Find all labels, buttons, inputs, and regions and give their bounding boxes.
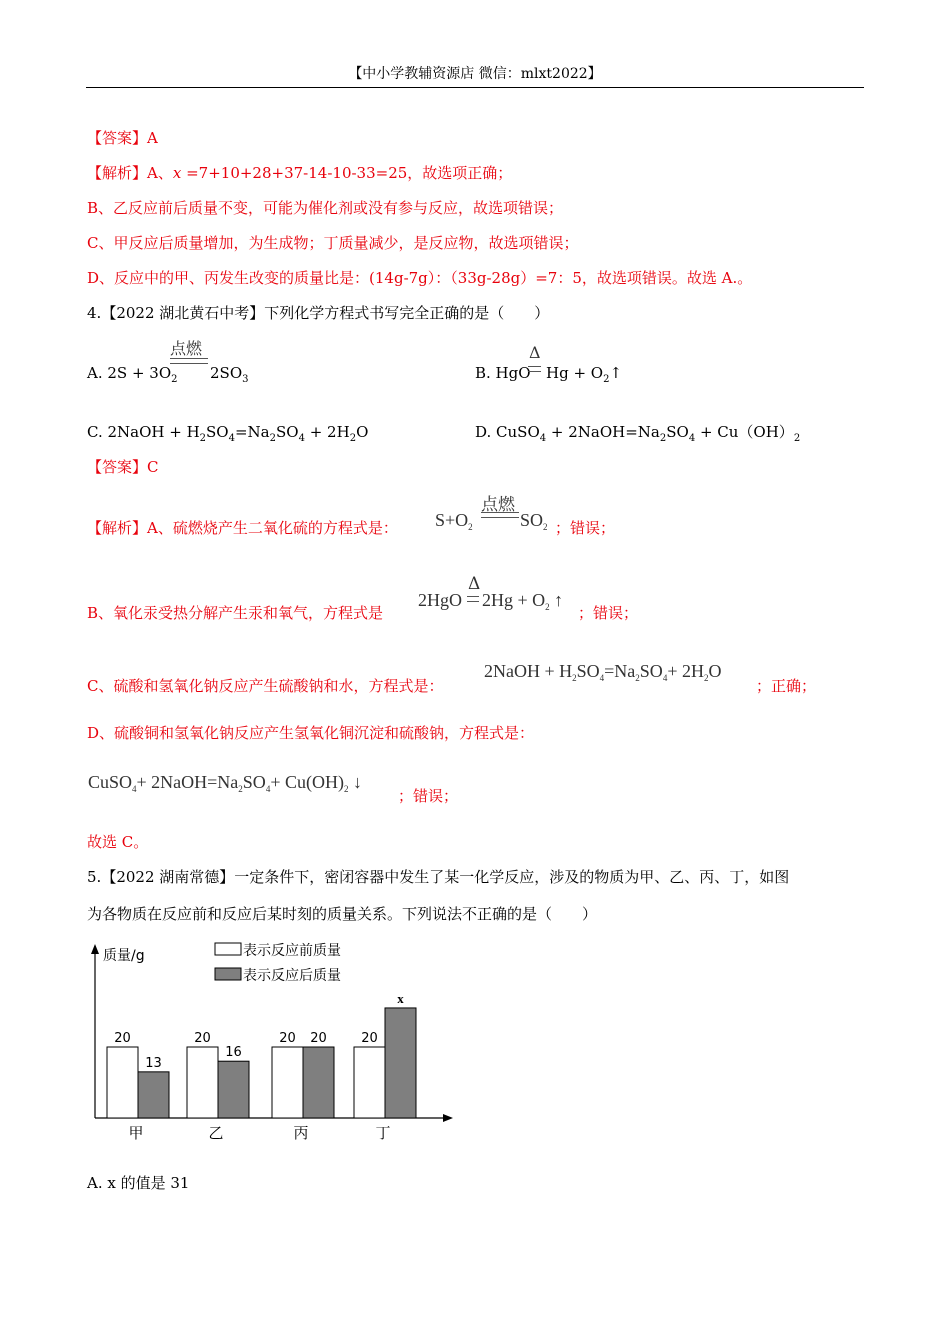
category-label-4: 丁 xyxy=(375,1124,391,1142)
analysis-b-double-line xyxy=(467,596,479,602)
option-b-double-line xyxy=(528,366,541,372)
category-label-1: 甲 xyxy=(128,1124,144,1142)
bar-before-2 xyxy=(187,1047,218,1118)
eq-c-sub3: 2 xyxy=(635,673,640,683)
eq-c-sub4: 4 xyxy=(662,673,668,683)
bar-before-3 xyxy=(272,1047,303,1118)
answer-tag: 【答案】 xyxy=(87,458,148,476)
analysis-b-condition: Δ xyxy=(468,574,481,594)
analysis-a-double-line xyxy=(481,512,519,518)
legend-swatch-before xyxy=(215,943,241,955)
legend-label-before: 表示反应前质量 xyxy=(243,943,341,959)
analysis-d-verdict: ；错误； xyxy=(398,787,459,805)
q3-analysis-c: C、甲反应后质量增加，为生成物；丁质量减少，是反应物，故选项错误； xyxy=(87,234,579,252)
option-c-part1: C. 2NaOH + H xyxy=(87,423,200,441)
y-axis-arrow xyxy=(91,944,99,954)
option-d-part3: SO xyxy=(666,423,689,441)
option-a-sub: 2 xyxy=(171,374,178,385)
eq-a-sub1: 2 xyxy=(468,522,473,532)
option-a-left: A. 2S + 3O xyxy=(87,364,172,382)
category-label-2: 乙 xyxy=(208,1124,224,1142)
eq-b-part2: 2Hg + O xyxy=(482,590,546,610)
bar-after-1 xyxy=(138,1072,169,1118)
eq-a-part2: SO xyxy=(520,510,544,530)
option-b-sub: 2 xyxy=(603,374,610,385)
eq-d-part2: + 2NaOH=Na xyxy=(136,772,239,792)
q4-option-b xyxy=(475,362,531,384)
page-header: 【中小学教辅资源店 微信：mlxt2022】 xyxy=(348,66,602,82)
eq-d-sub2: 2 xyxy=(238,784,243,794)
option-c-part5: + 2H xyxy=(304,423,350,441)
header-rule xyxy=(86,87,864,88)
option-d-sub3: 4 xyxy=(688,433,696,444)
eq-c-part2: SO xyxy=(576,661,600,681)
answer-tag: 【答案】 xyxy=(87,129,148,147)
option-b-right: Hg + O xyxy=(546,364,604,382)
eq-c-sub1: 2 xyxy=(572,673,577,683)
eq-c-sub5: 2 xyxy=(703,673,709,683)
bar-before-4 xyxy=(354,1047,385,1118)
q4-answer-line xyxy=(87,456,159,478)
analysis-a-verdict: ；错误； xyxy=(555,519,616,537)
analysis-tag: 【解析】 xyxy=(87,519,148,537)
question-number: 4. xyxy=(87,304,102,322)
option-c-sub1: 2 xyxy=(199,433,207,444)
bar-label-after-3: 20 xyxy=(310,1031,327,1046)
analysis-a-prefix: A、 xyxy=(147,164,173,182)
analysis-c-equation xyxy=(484,660,721,685)
eq-b-arrow: ↑ xyxy=(549,590,564,610)
option-d-sub4: 2 xyxy=(793,433,801,444)
legend-label-after: 表示反应后质量 xyxy=(243,968,341,984)
bar-after-4 xyxy=(385,1008,416,1118)
answer-value: C xyxy=(147,458,159,476)
analysis-tag: 【解析】 xyxy=(87,164,148,182)
eq-b-part1: 2HgO xyxy=(418,590,462,610)
y-axis-label: 质量/g xyxy=(103,948,145,964)
bar-label-before-2: 20 xyxy=(194,1031,211,1046)
option-a-condition: 点燃 xyxy=(170,339,203,358)
bar-label-after-4: x xyxy=(397,990,404,1006)
q3-answer-line xyxy=(87,127,158,149)
eq-c-part1: 2NaOH + H xyxy=(484,661,573,681)
option-c-sub5: 2 xyxy=(349,433,357,444)
bar-label-after-2: 16 xyxy=(225,1045,242,1061)
q5-stem-line1 xyxy=(87,866,789,888)
eq-a-sub2: 2 xyxy=(543,522,548,532)
q3-analysis-d: D、反应中的甲、丙发生改变的质量比是：(14g-7g）：（33g-28g）=7：5，故选项错误。故选 A.。 xyxy=(87,269,753,287)
x-axis-arrow xyxy=(443,1114,453,1122)
bar-label-after-1: 13 xyxy=(145,1055,162,1071)
eq-b-sub2: 2 xyxy=(545,602,550,612)
option-a-right-sub: 3 xyxy=(242,374,249,385)
q4-option-a xyxy=(87,362,178,387)
option-b-condition: Δ xyxy=(529,343,541,362)
option-a-right: 2SO xyxy=(210,364,243,382)
q4-analysis-a-text xyxy=(87,517,398,539)
analysis-a-equation-right xyxy=(520,509,548,534)
option-a-double-line xyxy=(170,358,208,364)
bar-label-before-1: 20 xyxy=(114,1031,131,1046)
bar-after-2 xyxy=(218,1061,249,1118)
eq-d-arrow: ↓ xyxy=(348,772,362,792)
analysis-b-equation-right xyxy=(482,589,563,614)
question-text: 一定条件下，密闭容器中发生了某一化学反应，涉及的物质为甲、乙、丙、丁，如图 xyxy=(234,868,790,886)
q4-option-c xyxy=(87,421,368,446)
eq-c-part4: SO xyxy=(639,661,663,681)
eq-d-part4: + Cu(OH) xyxy=(270,772,344,792)
option-d-part2: + 2NaOH=Na xyxy=(546,423,660,441)
option-c-part6: O xyxy=(356,423,369,441)
analysis-c-verdict: ；正确； xyxy=(756,677,817,695)
variable-x: x xyxy=(172,164,182,182)
question-source: 【2022 湖北黄石中考】 xyxy=(101,304,265,322)
eq-c-part3: =Na xyxy=(604,661,636,681)
category-label-3: 丙 xyxy=(293,1124,309,1142)
eq-d-sub3: 4 xyxy=(265,784,271,794)
q4-stem xyxy=(87,302,549,324)
eq-d-sub4: 2 xyxy=(343,784,349,794)
option-b-product xyxy=(546,362,622,387)
option-c-sub3: 2 xyxy=(269,433,276,444)
eq-d-part3: SO xyxy=(242,772,266,792)
option-b-left: B. HgO xyxy=(475,364,531,382)
option-d-part4: + Cu（OH） xyxy=(695,423,794,441)
option-c-sub2: 4 xyxy=(228,433,235,444)
bar-after-3 xyxy=(303,1047,334,1118)
answer-value: A xyxy=(147,129,158,147)
question-text: 下列化学方程式书写完全正确的是（ ） xyxy=(264,304,550,322)
option-c-part4: SO xyxy=(276,423,299,441)
q4-analysis-d-text: D、硫酸铜和氢氧化钠反应产生氢氧化铜沉淀和硫酸钠，方程式是： xyxy=(87,724,535,742)
question-source: 【2022 湖南常德】 xyxy=(101,868,235,886)
q4-analysis-b-text: B、氧化汞受热分解产生汞和氧气，方程式是 xyxy=(87,604,384,622)
legend-swatch-after xyxy=(215,968,241,980)
bar-label-before-4: 20 xyxy=(361,1031,378,1046)
option-a-product xyxy=(210,362,249,387)
q4-conclusion: 故选 C。 xyxy=(87,833,149,851)
analysis-d-equation xyxy=(88,771,362,796)
q3-analysis-b: B、乙反应前后质量不变，可能为催化剂或没有参与反应，故选项错误； xyxy=(87,199,564,217)
analysis-a-equation-left xyxy=(435,509,473,534)
q4-analysis-c-text: C、硫酸和氢氧化钠反应产生硫酸钠和水，方程式是： xyxy=(87,677,444,695)
q3-analysis-a xyxy=(87,162,512,184)
eq-a-part1: S+O xyxy=(435,510,469,530)
option-d-sub1: 4 xyxy=(539,433,547,444)
bar-label-before-3: 20 xyxy=(279,1031,296,1046)
eq-c-part6: O xyxy=(708,661,722,681)
option-c-part2: SO xyxy=(206,423,229,441)
eq-c-part5: + 2H xyxy=(667,661,704,681)
option-b-arrow: ↑ xyxy=(609,364,623,382)
analysis-a-condition: 点燃 xyxy=(481,495,515,515)
eq-d-part1: CuSO xyxy=(88,772,133,792)
analysis-a-text: =7+10+28+37-14-10-33=25，故选项正确； xyxy=(181,164,513,182)
q5-option-a: A. x 的值是 31 xyxy=(87,1174,190,1192)
analysis-b-equation-left xyxy=(418,589,462,611)
bar-before-1 xyxy=(107,1047,138,1118)
eq-c-sub2: 4 xyxy=(599,673,605,683)
option-d-sub2: 2 xyxy=(659,433,667,444)
option-d-part1: D. CuSO xyxy=(475,423,540,441)
mass-bar-chart xyxy=(85,940,465,1150)
q5-stem-line2: 为各物质在反应前和反应后某时刻的质量关系。下列说法不正确的是（ ） xyxy=(87,905,598,923)
q4-option-d xyxy=(475,421,800,446)
option-c-part3: =Na xyxy=(234,423,270,441)
option-c-sub4: 4 xyxy=(298,433,305,444)
eq-d-sub1: 4 xyxy=(132,784,137,794)
question-number: 5. xyxy=(87,868,102,886)
analysis-a-text: A、硫燃烧产生二氧化硫的方程式是： xyxy=(147,519,398,537)
analysis-b-verdict: ；错误； xyxy=(578,604,639,622)
